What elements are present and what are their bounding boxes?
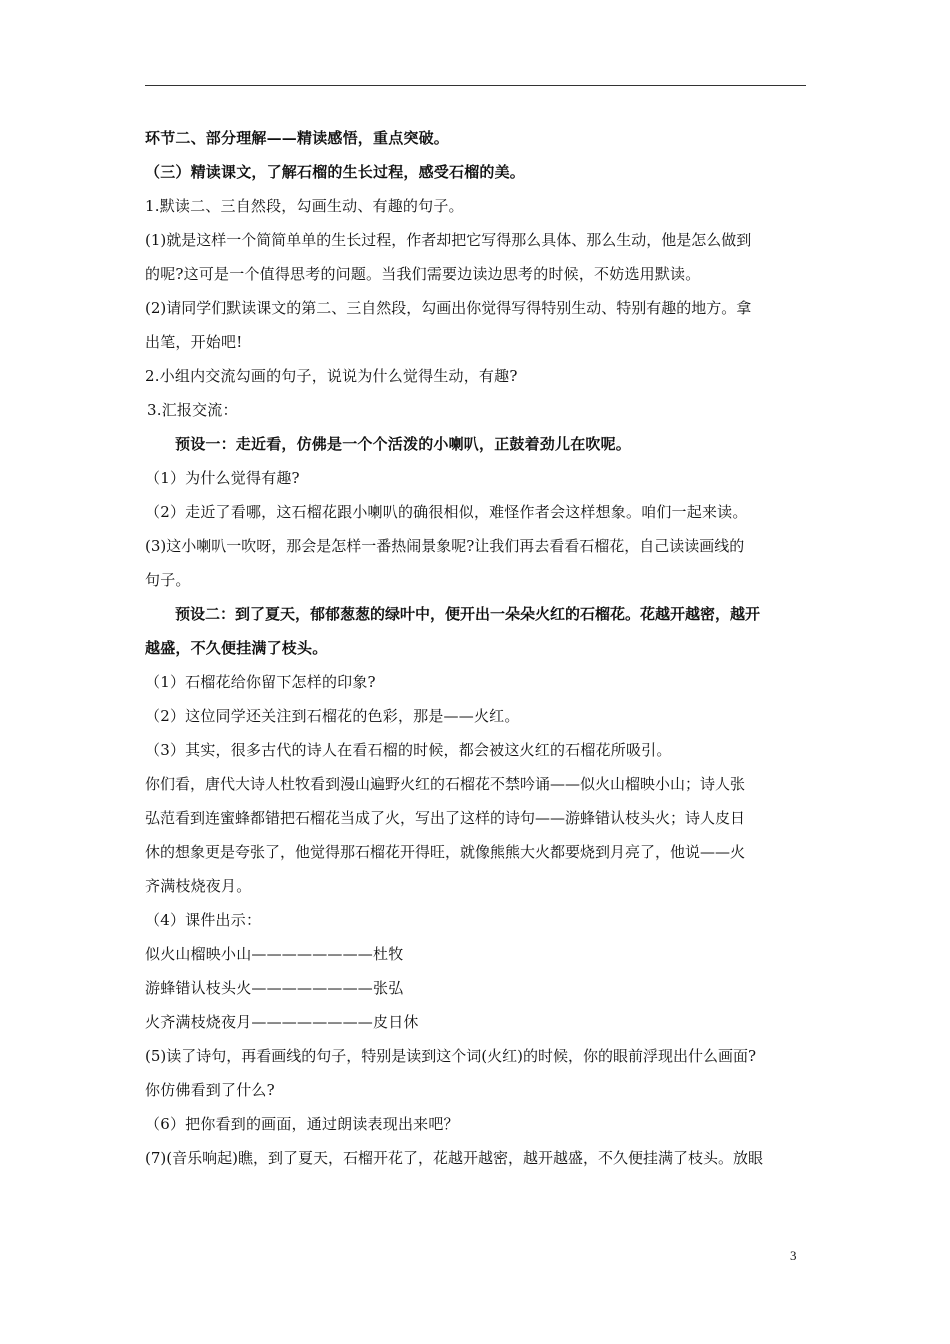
- paragraph-line: （2）走近了看哪，这石榴花跟小喇叭的确很相似，难怪作者会这样想象。咱们一起来读。: [145, 503, 748, 521]
- paragraph-line: 弘范看到连蜜蜂都错把石榴花当成了火，写出了这样的诗句——游蜂错认枝头火；诗人皮日: [145, 809, 746, 827]
- poem-line: 火齐满枝烧夜月————————皮日休: [145, 1013, 419, 1031]
- paragraph-line: 句子。: [145, 571, 191, 589]
- paragraph-line: （4）课件出示：: [145, 911, 262, 929]
- step-2: 2.小组内交流勾画的句子，说说为什么觉得生动，有趣?: [145, 367, 518, 385]
- paragraph-line: 你仿佛看到了什么?: [145, 1081, 275, 1099]
- preset-two: 预设二：到了夏天，郁郁葱葱的绿叶中，便开出一朵朵火红的石榴花。花越开越密，越开: [175, 605, 761, 623]
- paragraph-line: （3）其实，很多古代的诗人在看石榴的时候，都会被这火红的石榴花所吸引。: [145, 741, 672, 759]
- paragraph-line: (1)就是这样一个简简单单的生长过程，作者却把它写得那么具体、那么生动，他是怎么做到: [145, 231, 752, 249]
- page-number: 3: [790, 1248, 797, 1263]
- paragraph-line: （6）把你看到的画面，通过朗读表现出来吧？: [145, 1115, 459, 1133]
- step-3: 3.汇报交流：: [147, 401, 238, 419]
- subsection-heading: （三）精读课文，了解石榴的生长过程，感受石榴的美。: [145, 163, 526, 181]
- poem-line: 似火山榴映小山————————杜牧: [145, 945, 404, 963]
- paragraph-line: （2）这位同学还关注到石榴花的色彩，那是——火红。: [145, 707, 520, 725]
- paragraph-line: 出笔，开始吧!: [145, 333, 243, 351]
- paragraph-line: （1）石榴花给你留下怎样的印象?: [145, 673, 376, 691]
- paragraph-line: 齐满枝烧夜月。: [145, 877, 252, 895]
- step-1: 1.默读二、三自然段，勾画生动、有趣的句子。: [145, 197, 464, 215]
- preset-two-cont: 越盛，不久便挂满了枝头。: [145, 639, 328, 657]
- paragraph-line: (3)这小喇叭一吹呀，那会是怎样一番热闹景象呢?让我们再去看看石榴花，自己读读画线的: [145, 537, 745, 555]
- preset-one: 预设一：走近看，仿佛是一个个活泼的小喇叭，正鼓着劲儿在吹呢。: [175, 435, 632, 453]
- paragraph-line: (2)请同学们默读课文的第二、三自然段，勾画出你觉得写得特别生动、特别有趣的地方。拿: [145, 299, 752, 317]
- section-heading: 环节二、部分理解——精读感悟，重点突破。: [145, 129, 450, 147]
- paragraph-line: 的呢?这可是一个值得思考的问题。当我们需要边读边思考的时候，不妨选用默读。: [145, 265, 701, 283]
- document-body: [145, 121, 809, 1175]
- paragraph-line: （1）为什么觉得有趣?: [145, 469, 300, 487]
- paragraph-line: 你们看，唐代大诗人杜牧看到漫山遍野火红的石榴花不禁吟诵——似火山榴映小山；诗人张: [145, 775, 746, 793]
- paragraph-line: (5)读了诗句，再看画线的句子，特别是读到这个词(火红)的时候，你的眼前浮现出什么画面?: [145, 1047, 756, 1065]
- header-rule: [145, 85, 806, 86]
- paragraph-line: 休的想象更是夸张了，他觉得那石榴花开得旺，就像熊熊大火都要烧到月亮了，他说——火: [145, 843, 746, 861]
- poem-line: 游蜂错认枝头火————————张弘: [145, 979, 404, 997]
- paragraph-line: (7)(音乐响起)瞧，到了夏天，石榴开花了，花越开越密，越开越盛，不久便挂满了枝头。放眼: [145, 1149, 763, 1167]
